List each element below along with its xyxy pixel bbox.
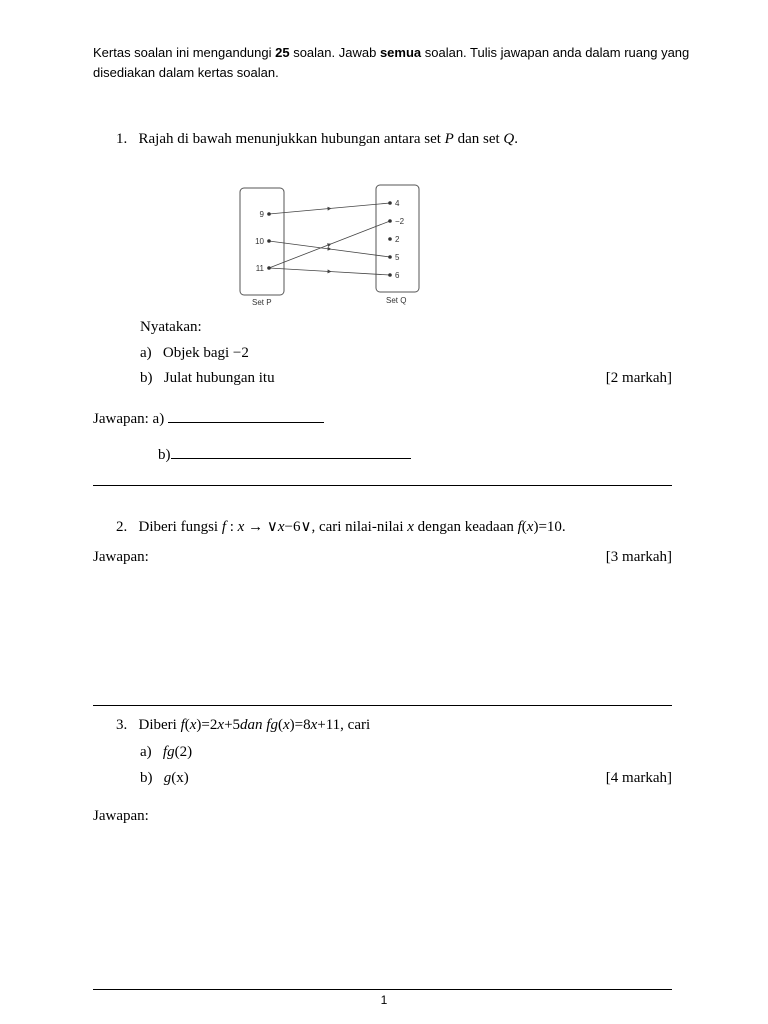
question-2-answer-label: Jawapan: (93, 549, 149, 565)
set-q-value: 5 (395, 253, 400, 262)
set-q-symbol: Q (503, 131, 515, 147)
question-1-stem (116, 130, 518, 148)
question-text: )=10. (533, 519, 566, 535)
question-text: Diberi (138, 717, 181, 733)
relation-arrow (269, 203, 390, 214)
set-q-label: Set Q (386, 296, 407, 305)
question-text: )=8 (289, 717, 311, 733)
relation-arrow (269, 268, 390, 275)
question-1-answer-b (158, 444, 411, 464)
instructions-emphasis: semua (379, 45, 422, 60)
math-symbol: x (310, 717, 318, 733)
instructions-text: Kertas soalan ini mengandungi (93, 45, 276, 60)
set-q-value: 6 (395, 271, 400, 280)
question-text: +5 (224, 717, 241, 733)
instructions-text: soalan. Jawab (289, 45, 380, 60)
footer-line (93, 989, 672, 990)
set-p-points (255, 210, 271, 273)
math-symbol: x (237, 519, 245, 535)
math-symbol: f (221, 519, 226, 535)
question-2-answer-space[interactable] (93, 570, 672, 700)
instructions (93, 43, 693, 83)
part-text: Objek bagi −2 (162, 345, 249, 361)
question-3-part-b (140, 769, 189, 787)
set-p-value: 11 (255, 264, 264, 273)
set-q-point (388, 273, 392, 277)
math-symbol: x (282, 717, 290, 733)
question-number: 3. (116, 717, 128, 733)
question-1-marks: [2 markah] (605, 370, 672, 386)
set-q-point (388, 255, 392, 259)
question-text: : (226, 519, 238, 535)
answer-label: Jawapan: a) (93, 411, 165, 427)
math-symbol: x (277, 519, 285, 535)
math-symbol: f (517, 519, 522, 535)
question-text: → ∨ (244, 519, 278, 535)
separator-line (93, 485, 672, 486)
set-p-value: 9 (259, 210, 264, 219)
math-symbol: x (217, 717, 225, 733)
question-text: ( (184, 717, 190, 733)
relation-arrow (269, 241, 390, 257)
math-symbol: fg (162, 744, 175, 760)
set-p-label: Set P (252, 298, 272, 307)
question-text: ( (277, 717, 283, 733)
set-p-value: 10 (255, 237, 264, 246)
question-1-part-b (140, 369, 275, 387)
set-q-point (388, 219, 392, 223)
question-2-marks: [3 markah] (605, 549, 672, 565)
answer-label: b) (158, 447, 171, 463)
set-p-point (267, 266, 271, 270)
arrow-group (269, 203, 390, 275)
instruction-nyatakan: Nyatakan: (140, 319, 202, 335)
math-symbol: x (189, 717, 197, 733)
question-text: ( (521, 519, 527, 535)
set-p-point (267, 212, 271, 216)
question-3-answer-space[interactable] (93, 830, 672, 980)
question-3-marks: [4 markah] (605, 770, 672, 786)
question-number: 1. (116, 131, 128, 147)
set-p-symbol: P (444, 131, 454, 147)
part-text: (2) (174, 744, 193, 760)
set-p-point (267, 239, 271, 243)
answer-blank-b[interactable] (171, 444, 411, 459)
question-1-part-a (140, 344, 249, 362)
relation-diagram (230, 180, 430, 310)
question-number: 2. (116, 519, 128, 535)
set-q-value: 2 (395, 235, 400, 244)
question-2-stem (116, 518, 566, 536)
question-text: +11, cari (317, 717, 371, 733)
question-3-part-a (140, 743, 192, 761)
set-q-points (388, 199, 404, 280)
part-text: (x) (171, 770, 189, 786)
part-label: a) (140, 345, 152, 361)
question-text: dan set (453, 131, 504, 147)
separator-line (93, 705, 672, 706)
relation-arrow (269, 221, 390, 268)
set-q-value: 4 (395, 199, 400, 208)
part-label: a) (140, 744, 152, 760)
page-number: 1 (380, 993, 388, 1007)
question-text: −6∨, cari nilai-nilai (284, 519, 408, 535)
question-text: Diberi fungsi (138, 519, 222, 535)
part-label: b) (140, 770, 153, 786)
question-text: dengan keadaan (413, 519, 518, 535)
question-text: )=2 (196, 717, 218, 733)
question-text: . (514, 131, 519, 147)
part-text: Julat hubungan itu (163, 370, 275, 386)
question-3-stem (116, 716, 370, 734)
question-count: 25 (275, 45, 290, 60)
math-symbol: f (180, 717, 185, 733)
math-symbol: g (163, 770, 172, 786)
question-text: Rajah di bawah menunjukkan hubungan antara set (138, 131, 445, 147)
answer-blank-a[interactable] (168, 408, 324, 423)
part-label: b) (140, 370, 153, 386)
math-symbol: x (407, 519, 414, 535)
instructions-text: soalan. Tulis jawapan anda dalam ruang yang disediakan dalam kertas soalan. (93, 45, 690, 80)
set-q-point (388, 201, 392, 205)
math-symbol: x (526, 519, 534, 535)
question-3-answer-label: Jawapan: (93, 808, 149, 824)
math-symbol: dan fg (240, 717, 278, 733)
question-1-answer-a (93, 408, 324, 428)
set-q-value: −2 (395, 217, 405, 226)
set-q-point (388, 237, 392, 241)
